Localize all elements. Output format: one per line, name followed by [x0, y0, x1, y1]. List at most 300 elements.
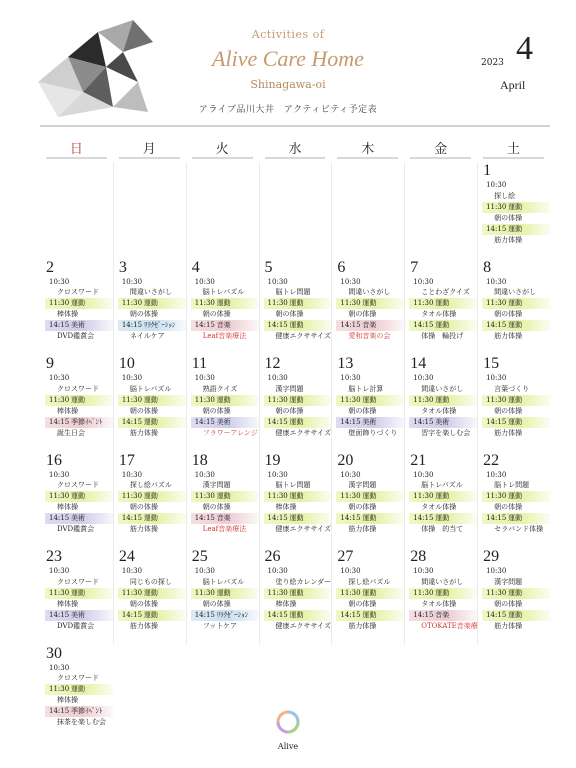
- calendar-day-cell: [477, 162, 550, 258]
- activity-category: [409, 395, 477, 406]
- activity-name: 朝の体操: [348, 406, 377, 415]
- activity-name: 言葉づくり: [494, 384, 530, 393]
- day-number: 13: [337, 355, 354, 372]
- time-label: 11:30: [486, 588, 507, 597]
- activity-time: [482, 470, 550, 481]
- time-label: 14:15: [49, 417, 70, 426]
- activity-name: 朝の体操: [275, 406, 304, 415]
- day-number: 12: [264, 355, 281, 372]
- activity-time: [409, 470, 477, 481]
- activity-name: 誕生日会: [57, 428, 85, 437]
- activity-time: [264, 277, 332, 288]
- activity-category: [118, 395, 186, 406]
- calendar-day-cell: [113, 452, 186, 548]
- activity-category: [118, 298, 186, 309]
- activity-time: [118, 470, 186, 481]
- category-label: 運動: [508, 492, 523, 500]
- activity-name: 筋力体操: [494, 235, 523, 244]
- activity-name: 体操 輪投げ: [421, 332, 464, 340]
- time-label: 10:30: [194, 374, 215, 382]
- activity-name: 健康エクササイズ: [275, 428, 331, 437]
- calendar-day-cell: [186, 355, 259, 451]
- time-label: 10:30: [413, 470, 434, 479]
- day-number: 20: [337, 451, 354, 469]
- time-label: 10:30: [194, 567, 215, 575]
- activity-time: [45, 277, 113, 288]
- activity-name: 健康エクササイズ: [275, 525, 331, 533]
- category-label: 美術: [71, 321, 85, 329]
- day-number: 22: [483, 451, 500, 469]
- activity-category: [264, 395, 332, 406]
- activity-category: [482, 491, 550, 502]
- activity-name: クロスワード: [57, 288, 99, 296]
- activity-time: [409, 566, 477, 577]
- calendar-day-cell: [40, 355, 113, 451]
- time-label: 11:30: [267, 588, 288, 597]
- time-label: 11:30: [413, 395, 434, 404]
- activity-category: [409, 588, 477, 599]
- category-label: 運動: [143, 417, 158, 426]
- category-label: 美術: [71, 610, 85, 619]
- activity-name: 筋力体操: [129, 428, 158, 437]
- month-name: April: [500, 78, 526, 92]
- day-number: 9: [46, 355, 54, 372]
- activity-category: [336, 298, 404, 309]
- time-label: 10:30: [267, 567, 288, 575]
- activity-category: [118, 320, 186, 331]
- activity-name: 棒体操: [57, 696, 78, 704]
- activity-name: クロスワード: [57, 577, 99, 586]
- activity-name: 同じもの探し: [129, 577, 172, 586]
- activity-name: 朝の体操: [348, 599, 377, 608]
- category-label: 音楽: [216, 514, 231, 522]
- time-label: 11:30: [121, 395, 143, 404]
- time-label: 10:30: [340, 470, 361, 479]
- time-label: 14:15: [49, 321, 70, 329]
- activity-time: [45, 663, 113, 674]
- activity-time: [191, 277, 259, 288]
- activity-category: [336, 395, 404, 406]
- activity-time: [409, 373, 477, 384]
- activity-time: [264, 373, 332, 384]
- activity-name: フラワーアレンジ: [202, 428, 258, 437]
- activity-time: [336, 566, 404, 577]
- weekday-mon: 月: [113, 135, 186, 159]
- day-number: 5: [264, 258, 273, 276]
- activity-category: [191, 395, 259, 406]
- time-label: 14:15: [413, 610, 434, 619]
- time-label: 10:30: [49, 663, 70, 672]
- calendar-day-cell: [331, 548, 404, 644]
- activity-name: 探し絵パズル: [129, 481, 172, 489]
- time-label: 10:30: [267, 470, 288, 479]
- category-label: 運動: [143, 492, 158, 500]
- calendar-day-cell: [40, 645, 113, 741]
- category-label: 運動: [435, 299, 450, 307]
- activity-name: DVD鑑賞会: [57, 621, 95, 630]
- day-number: 4: [191, 258, 200, 276]
- category-label: 運動: [71, 395, 85, 404]
- activity-name: 朝の体操: [202, 599, 231, 608]
- time-label: 11:30: [49, 299, 70, 307]
- activity-category: [191, 320, 259, 331]
- time-label: 11:30: [486, 492, 507, 500]
- category-label: 運動: [435, 395, 450, 404]
- category-label: 美術: [362, 417, 377, 426]
- time-label: 10:30: [267, 374, 288, 382]
- activity-name: クロスワード: [57, 481, 99, 489]
- category-label: 運動: [289, 610, 304, 619]
- activity-name: 脳トレパズル: [202, 288, 245, 296]
- time-label: 10:30: [340, 374, 361, 382]
- time-label: 14:15: [194, 610, 215, 619]
- time-label: 11:30: [486, 395, 507, 404]
- category-label: 運動: [508, 514, 523, 522]
- category-label: ﾘﾗｸｾﾞｰｼｮﾝ: [216, 610, 249, 619]
- activity-category: [45, 684, 113, 695]
- activity-name: 朝の体操: [494, 599, 523, 608]
- time-label: 10:30: [486, 374, 507, 382]
- time-label: 10:30: [413, 374, 434, 382]
- activity-name: 筋力体操: [129, 525, 158, 533]
- activity-category: [191, 417, 259, 428]
- activity-category: [482, 513, 550, 524]
- activity-name: 朝の体操: [202, 310, 231, 318]
- category-label: 運動: [289, 492, 304, 500]
- time-label: 10:30: [49, 567, 70, 575]
- day-number: 18: [191, 451, 208, 469]
- activity-category: [45, 706, 113, 717]
- time-label: 11:30: [49, 685, 70, 693]
- day-number: 29: [483, 548, 500, 565]
- category-label: 運動: [289, 417, 304, 426]
- day-number: 7: [410, 258, 419, 276]
- category-label: 運動: [508, 588, 523, 597]
- time-label: 14:15: [486, 417, 507, 426]
- activity-category: [482, 224, 550, 235]
- activity-time: [482, 373, 550, 384]
- activity-name: 間違いさがし: [421, 384, 464, 393]
- activity-name: ネイルケア: [129, 332, 165, 340]
- activity-category: [264, 298, 332, 309]
- activity-name: 朝の体操: [494, 213, 523, 222]
- activity-category: [45, 395, 113, 406]
- category-label: 美術: [71, 514, 85, 522]
- time-label: 11:30: [194, 588, 215, 597]
- activity-category: [118, 513, 186, 524]
- time-label: 10:30: [267, 277, 288, 286]
- category-label: 運動: [71, 685, 85, 693]
- time-label: 14:15: [121, 514, 143, 522]
- activity-name: フットケア: [202, 621, 238, 630]
- time-label: 14:15: [486, 321, 507, 329]
- category-label: 運動: [216, 492, 231, 500]
- weekday-sat: 土: [477, 135, 550, 159]
- category-label: 運動: [508, 417, 523, 426]
- header-activities-of: Activities of: [251, 28, 325, 41]
- activity-name: 棒体操: [57, 503, 78, 511]
- time-label: 10:30: [340, 277, 361, 286]
- time-label: 10:30: [413, 277, 434, 286]
- category-label: 運動: [362, 588, 377, 597]
- time-label: 14:15: [413, 417, 434, 426]
- activity-category: [118, 610, 186, 621]
- activity-name: 筋力体操: [348, 525, 377, 533]
- activity-name: 漢字問題: [202, 481, 231, 489]
- time-label: 11:30: [486, 299, 507, 307]
- activity-category: [118, 491, 186, 502]
- activity-name: 脳トレ問題: [275, 481, 311, 489]
- activity-name: Leaf音楽療法: [202, 525, 247, 533]
- category-label: 運動: [143, 588, 158, 597]
- activity-name: 愛和音楽の会: [348, 332, 391, 340]
- activity-name: 探し絵: [494, 191, 516, 200]
- activity-name: 朝の体操: [129, 310, 158, 318]
- calendar-day-cell: [259, 548, 332, 644]
- time-label: 14:15: [49, 707, 70, 715]
- time-label: 11:30: [194, 492, 215, 500]
- activity-category: [264, 610, 332, 621]
- category-label: 運動: [508, 395, 523, 404]
- category-label: 音楽: [216, 321, 231, 329]
- activity-name: 脳トレパズル: [421, 481, 463, 489]
- time-label: 14:15: [486, 610, 507, 619]
- activity-name: タオル体操: [421, 599, 457, 608]
- time-label: 14:15: [194, 417, 215, 426]
- page-subtitle: アライブ品川大井 アクティビティ予定表: [198, 105, 378, 115]
- calendar-day-cell: [186, 548, 259, 644]
- category-label: 季節ｲﾍﾞﾝﾄ: [71, 707, 103, 715]
- time-label: 11:30: [267, 492, 288, 500]
- weekday-tue: 火: [186, 135, 259, 159]
- day-number: 30: [46, 644, 62, 662]
- category-label: 美術: [216, 417, 231, 426]
- header-divider: [40, 125, 550, 127]
- activity-category: [409, 610, 477, 621]
- day-number: 28: [410, 548, 427, 565]
- day-number: 17: [118, 451, 135, 469]
- activity-name: 塗り絵カレンダー: [275, 577, 332, 586]
- day-number: 25: [191, 548, 208, 565]
- time-label: 10:30: [413, 567, 434, 575]
- calendar-day-cell: [477, 259, 550, 355]
- activity-name: 棒体操: [57, 406, 78, 415]
- calendar-day-cell: [477, 452, 550, 548]
- activity-name: 朝の体操: [129, 599, 158, 608]
- activity-name: 間違いさがし: [494, 288, 537, 296]
- time-label: 11:30: [267, 299, 288, 307]
- time-label: 14:15: [267, 514, 288, 522]
- weekday-thu: 木: [331, 135, 404, 159]
- activity-name: クロスワード: [57, 384, 99, 393]
- day-number: 14: [410, 355, 427, 372]
- activity-name: 間違いさがし: [348, 288, 391, 296]
- time-label: 11:30: [121, 299, 143, 307]
- calendar-day-cell: [404, 259, 477, 355]
- calendar-day-cell: [186, 259, 259, 355]
- activity-category: [482, 395, 550, 406]
- calendar-day-cell: [40, 452, 113, 548]
- calendar-day-cell: [40, 259, 113, 355]
- activity-time: [45, 566, 113, 577]
- category-label: 運動: [435, 588, 450, 597]
- activity-category: [336, 513, 404, 524]
- calendar-day-cell: [331, 259, 404, 355]
- time-label: 10:30: [49, 277, 70, 286]
- time-label: 14:15: [194, 321, 215, 329]
- time-label: 11:30: [49, 588, 70, 597]
- activity-category: [118, 588, 186, 599]
- time-label: 14:15: [121, 321, 143, 329]
- activity-name: 健康エクササイズ: [275, 332, 331, 340]
- time-label: 11:30: [194, 299, 215, 307]
- activity-name: 探し絵パズル: [348, 577, 391, 586]
- activity-name: 脳トレ問題: [275, 288, 311, 296]
- activity-name: Leaf音楽療法: [202, 332, 247, 340]
- activity-time: [336, 277, 404, 288]
- activity-category: [191, 610, 259, 621]
- calendar-day-cell: [404, 452, 477, 548]
- activity-name: 朝の体操: [494, 406, 523, 415]
- activity-category: [409, 417, 477, 428]
- time-label: 11:30: [340, 395, 361, 404]
- day-number: 11: [191, 355, 208, 372]
- day-number: 16: [46, 451, 62, 469]
- activity-category: [336, 320, 404, 331]
- activity-category: [482, 610, 550, 621]
- activity-name: DVD鑑賞会: [57, 525, 95, 533]
- activity-category: [264, 513, 332, 524]
- activity-category: [45, 610, 113, 621]
- time-label: 11:30: [413, 588, 434, 597]
- activity-name: 筋力体操: [494, 428, 523, 437]
- page-title: Alive Care Home: [212, 46, 364, 71]
- time-label: 11:30: [267, 395, 288, 404]
- activity-name: 漢字問題: [275, 384, 304, 393]
- activity-name: 健康エクササイズ: [275, 621, 331, 630]
- time-label: 14:15: [340, 610, 361, 619]
- category-label: 運動: [71, 492, 85, 500]
- category-label: 運動: [362, 514, 377, 522]
- time-label: 10:30: [486, 181, 507, 189]
- category-label: 運動: [508, 321, 523, 329]
- category-label: 運動: [289, 321, 304, 329]
- activity-name: 熟語クイズ: [202, 384, 238, 393]
- time-label: 10:30: [486, 470, 507, 479]
- activity-name: 筋力体操: [348, 621, 377, 630]
- activity-name: 脳トレパズル: [202, 577, 245, 586]
- activity-category: [191, 588, 259, 599]
- activity-name: 朝の体操: [348, 503, 377, 511]
- time-label: 10:30: [486, 567, 507, 575]
- weekday-sun: 日: [40, 135, 113, 159]
- activity-category: [336, 417, 404, 428]
- activity-time: [118, 277, 186, 288]
- activity-name: 漢字問題: [494, 577, 523, 586]
- activity-category: [409, 298, 477, 309]
- weekday-header: [40, 135, 550, 159]
- calendar-day-cell: [259, 259, 332, 355]
- activity-name: 朝の体操: [202, 503, 231, 511]
- calendar-day-cell: [113, 259, 186, 355]
- category-label: 運動: [289, 299, 304, 307]
- activity-name: DVD鑑賞会: [57, 332, 95, 340]
- category-label: 運動: [216, 588, 231, 597]
- day-number: 21: [410, 451, 427, 469]
- day-number: 15: [483, 355, 500, 372]
- time-label: 14:15: [49, 514, 70, 522]
- category-label: 美術: [435, 417, 450, 426]
- activity-category: [482, 298, 550, 309]
- activity-time: [191, 470, 259, 481]
- activity-name: 朝の体操: [348, 310, 377, 318]
- category-label: 運動: [508, 202, 523, 211]
- activity-category: [45, 491, 113, 502]
- activity-category: [336, 491, 404, 502]
- activity-category: [409, 513, 477, 524]
- activity-time: [118, 373, 186, 384]
- category-label: 運動: [289, 395, 304, 404]
- activity-category: [409, 320, 477, 331]
- day-number: 24: [118, 548, 135, 565]
- activity-time: [482, 277, 550, 288]
- activity-category: [264, 491, 332, 502]
- time-label: 11:30: [49, 395, 70, 404]
- calendar-day-cell: [259, 452, 332, 548]
- activity-name: クロスワード: [57, 674, 99, 682]
- footer-brand: Alive: [277, 742, 299, 751]
- category-label: 運動: [143, 395, 158, 404]
- category-label: ﾘﾗｸｾﾞｰｼｮﾝ: [143, 321, 176, 329]
- category-label: 運動: [143, 299, 158, 307]
- category-label: 運動: [71, 299, 85, 307]
- activity-category: [264, 588, 332, 599]
- month-number: 4: [516, 30, 533, 67]
- category-label: 運動: [508, 299, 523, 307]
- activity-category: [482, 320, 550, 331]
- activity-name: 筋力体操: [129, 621, 158, 630]
- time-label: 14:15: [121, 610, 143, 619]
- activity-category: [118, 417, 186, 428]
- activity-name: 棒体操: [275, 503, 297, 511]
- activity-name: タオル体操: [421, 406, 457, 415]
- category-label: 運動: [216, 395, 231, 404]
- time-label: 11:30: [340, 299, 361, 307]
- activity-time: [45, 373, 113, 384]
- time-label: 11:30: [413, 492, 434, 500]
- calendar-day-cell: [40, 548, 113, 644]
- category-label: 運動: [435, 321, 450, 329]
- activity-name: タオル体操: [421, 310, 457, 318]
- activity-name: 漢字問題: [348, 481, 377, 489]
- category-label: 運動: [435, 514, 450, 522]
- weekday-wed: 水: [259, 135, 332, 159]
- time-label: 14:15: [413, 514, 434, 522]
- activity-time: [409, 277, 477, 288]
- activity-time: [191, 566, 259, 577]
- category-label: 運動: [362, 492, 377, 500]
- day-number: 2: [46, 258, 54, 276]
- activity-name: 体操 的当て: [421, 525, 464, 533]
- activity-category: [45, 417, 113, 428]
- time-label: 10:30: [486, 277, 507, 286]
- activity-name: 壁面飾りづくり: [348, 428, 398, 437]
- activity-name: 脳トレ問題: [494, 481, 530, 489]
- time-label: 14:15: [267, 610, 288, 619]
- activity-name: 棒体操: [57, 599, 78, 608]
- time-label: 10:30: [121, 470, 143, 479]
- category-label: 運動: [362, 610, 377, 619]
